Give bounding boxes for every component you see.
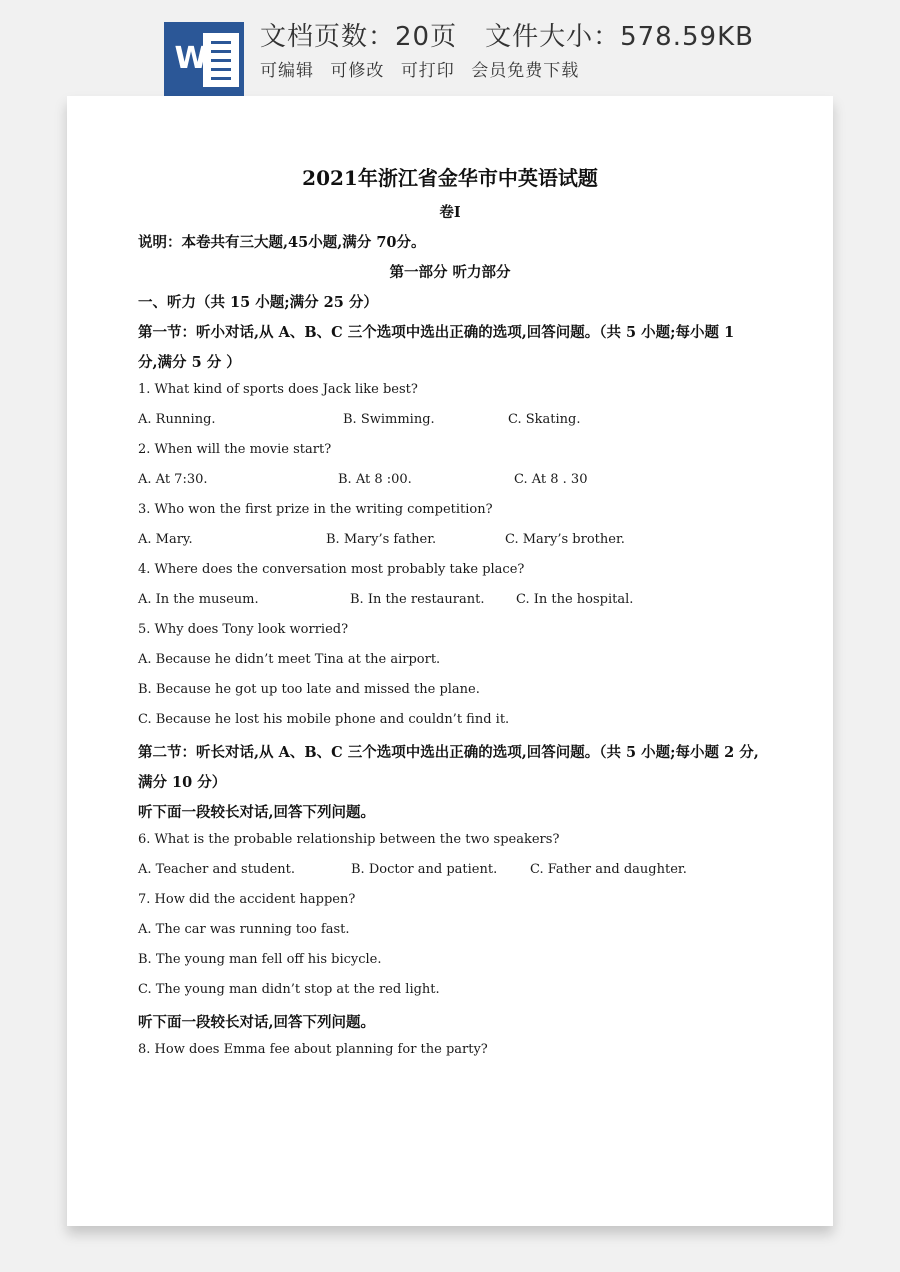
- question-4-option-c: C. In the hospital.: [516, 592, 634, 607]
- word-page-line: [211, 77, 231, 80]
- subsection-two-instructions: 第二节：听长对话,从 A、B、C 三个选项中选出正确的选项,回答问题。（共 5 小题;每小题 2 分,: [138, 744, 759, 761]
- question-5-option-c: C. Because he lost his mobile phone and couldn’t find it.: [138, 712, 510, 727]
- question-2-option-b: B. At 8 :00.: [338, 472, 412, 487]
- word-page-line: [211, 68, 231, 71]
- feature-editable: 可编辑: [260, 61, 314, 81]
- word-letter: W: [174, 41, 208, 76]
- document-info-header: [0, 0, 900, 100]
- question-5-option-a: A. Because he didn’t meet Tina at the airport.: [138, 652, 441, 667]
- question-3-option-b: B. Mary’s father.: [326, 532, 437, 547]
- listening-instruction: 听下面一段较长对话,回答下列问题。: [138, 804, 376, 821]
- feature-member-download: 会员免费下载: [471, 61, 580, 81]
- question-5-option-b: B. Because he got up too late and missed the plane.: [138, 682, 480, 697]
- subsection-one-instructions: 第一节：听小对话,从 A、B、C 三个选项中选出正确的选项,回答问题。（共 5 小题;每小题 1: [138, 324, 735, 341]
- question-6-option-c: C. Father and daughter.: [530, 862, 687, 877]
- question-3-option-c: C. Mary’s brother.: [505, 532, 625, 547]
- question-7: 7. How did the accident happen?: [138, 892, 356, 907]
- feature-modifiable: 可修改: [330, 61, 385, 81]
- question-6-option-b: B. Doctor and patient.: [351, 862, 498, 877]
- question-6-option-a: A. Teacher and student.: [138, 862, 296, 877]
- section-one-heading: 一、听力（共 15 小题;满分 25 分）: [138, 294, 378, 311]
- question-4-option-b: B. In the restaurant.: [350, 592, 485, 607]
- question-5: 5. Why does Tony look worried?: [138, 622, 349, 637]
- word-document-icon: [164, 22, 244, 96]
- exam-title: 2021年浙江省金华市中英语试题: [302, 166, 598, 190]
- feature-printable: 可打印: [400, 61, 455, 81]
- document-stats: [260, 16, 754, 53]
- subsection-two-instructions-cont: 满分 10 分）: [138, 774, 227, 791]
- question-7-option-b: B. The young man fell off his bicycle.: [138, 952, 382, 967]
- question-1-option-a: A. Running.: [138, 412, 216, 427]
- question-2: 2. When will the movie start?: [138, 442, 332, 457]
- file-size-label: 文件大小：578.59KB: [485, 22, 754, 52]
- question-3-option-a: A. Mary.: [138, 532, 193, 547]
- word-page-line: [211, 59, 231, 62]
- listening-instruction: 听下面一段较长对话,回答下列问题。: [138, 1014, 376, 1031]
- question-6: 6. What is the probable relationship between the two speakers?: [138, 832, 560, 847]
- question-7-option-a: A. The car was running too fast.: [138, 922, 350, 937]
- question-4-option-a: A. In the museum.: [138, 592, 259, 607]
- document-features: [260, 56, 589, 81]
- question-3: 3. Who won the first prize in the writing competition?: [138, 502, 493, 517]
- question-8: 8. How does Emma fee about planning for the party?: [138, 1042, 488, 1057]
- word-page-line: [211, 50, 231, 53]
- question-1-option-c: C. Skating.: [508, 412, 581, 427]
- question-4: 4. Where does the conversation most probably take place?: [138, 562, 525, 577]
- question-1: 1. What kind of sports does Jack like best?: [138, 382, 418, 397]
- question-1-option-b: B. Swimming.: [343, 412, 435, 427]
- page-count-label: 文档页数：20页: [260, 22, 458, 52]
- word-page-line: [211, 41, 231, 44]
- question-2-option-a: A. At 7:30.: [138, 472, 208, 487]
- instructions: 说明：本卷共有三大题,45小题,满分 70分。: [138, 234, 426, 251]
- document-page: [67, 96, 833, 1226]
- volume-label: 卷I: [439, 204, 461, 221]
- part-one-heading: 第一部分 听力部分: [389, 264, 511, 281]
- question-2-option-c: C. At 8 . 30: [514, 472, 588, 487]
- question-7-option-c: C. The young man didn’t stop at the red light.: [138, 982, 440, 997]
- subsection-one-instructions-cont: 分,满分 5 分 ）: [138, 354, 241, 371]
